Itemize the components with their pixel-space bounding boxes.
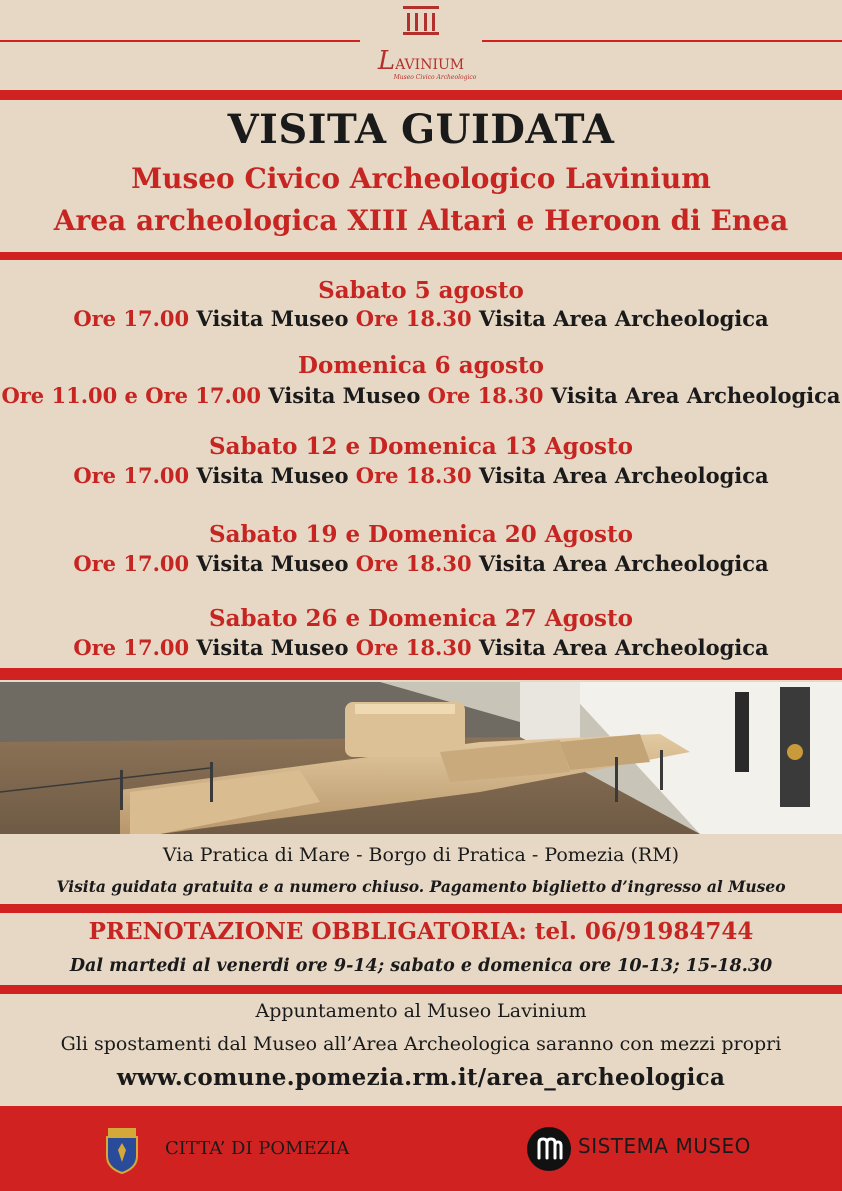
area-time: Ore 18.30 [355,551,472,576]
sistema-museo-label: SISTEMA MUSEO [578,1134,751,1158]
schedule-divider [0,668,842,680]
area-label: Visita Area Archeologica [471,551,769,576]
header-band [0,90,842,100]
museum-label: Visita Museo [189,635,356,660]
booking-line: PRENOTAZIONE OBBLIGATORIA: tel. 06/91984744 [88,918,754,945]
museum-time: Ore 17.00 [73,306,190,331]
website-link[interactable]: www.comune.pomezia.rm.it/area_archeologica [116,1064,726,1091]
page-title: VISITA GUIDATA [227,106,615,153]
museum-time: Ore 17.00 [73,635,190,660]
logo-initial: L [377,46,396,76]
area-name: Area archeologica XIII Altari e Heroon di Enea [53,204,789,237]
museum-label: Visita Museo [189,306,356,331]
schedule-times [0,306,842,331]
altars-photo [0,682,842,834]
logo-subtitle: Museo Civico Archeologico [393,74,477,81]
museum-label: Visita Museo [261,383,428,408]
address: Via Pratica di Mare - Borgo di Pratica - Pomezia (RM) [162,844,680,866]
schedule-day: Sabato 19 e Domenica 20 Agosto [209,521,633,548]
schedule-times [0,635,842,660]
title-divider [0,252,842,260]
schedule-times [0,383,842,408]
area-label: Visita Area Archeologica [471,635,769,660]
temple-icon [400,4,442,38]
schedule-times [0,551,842,576]
notice: Visita guidata gratuita e a numero chiuso. Pagamento biglietto d’ingresso al Museo [56,877,786,896]
opening-hours: Dal martedi al venerdi ore 9-14; sabato e domenica ore 10-13; 15-18.30 [69,956,773,976]
schedule-day: Domenica 6 agosto [298,352,544,379]
museum-time: Ore 17.00 [73,551,190,576]
museum-name: Museo Civico Archeologico Lavinium [131,162,711,195]
booking-divider [0,985,842,994]
sistema-museo-icon [526,1126,572,1172]
museum-time: Ore 11.00 e Ore 17.00 [1,383,261,408]
museum-time: Ore 17.00 [73,463,190,488]
appointment: Appuntamento al Museo Lavinium [255,1000,587,1022]
altars-illustration [0,682,842,834]
museum-label: Visita Museo [189,551,356,576]
schedule-day: Sabato 26 e Domenica 27 Agosto [209,605,633,632]
pomezia-crest-icon [104,1128,140,1174]
area-time: Ore 18.30 [355,306,472,331]
area-label: Visita Area Archeologica [471,463,769,488]
area-time: Ore 18.30 [355,635,472,660]
schedule-day: Sabato 5 agosto [318,277,524,304]
logo-wordmark [360,46,482,76]
city-name: CITTA’ DI POMEZIA [165,1138,350,1159]
lavinium-logo [360,0,482,88]
museum-label: Visita Museo [189,463,356,488]
transport-note: Gli spostamenti dal Museo all’Area Archeologica saranno con mezzi propri [60,1033,782,1055]
info-divider [0,904,842,913]
schedule-day: Sabato 12 e Domenica 13 Agosto [209,433,633,460]
area-time: Ore 18.30 [427,383,544,408]
area-label: Visita Area Archeologica [471,306,769,331]
schedule-times [0,463,842,488]
area-label: Visita Area Archeologica [543,383,841,408]
logo-name: AVINIUM [395,57,465,73]
area-time: Ore 18.30 [355,463,472,488]
